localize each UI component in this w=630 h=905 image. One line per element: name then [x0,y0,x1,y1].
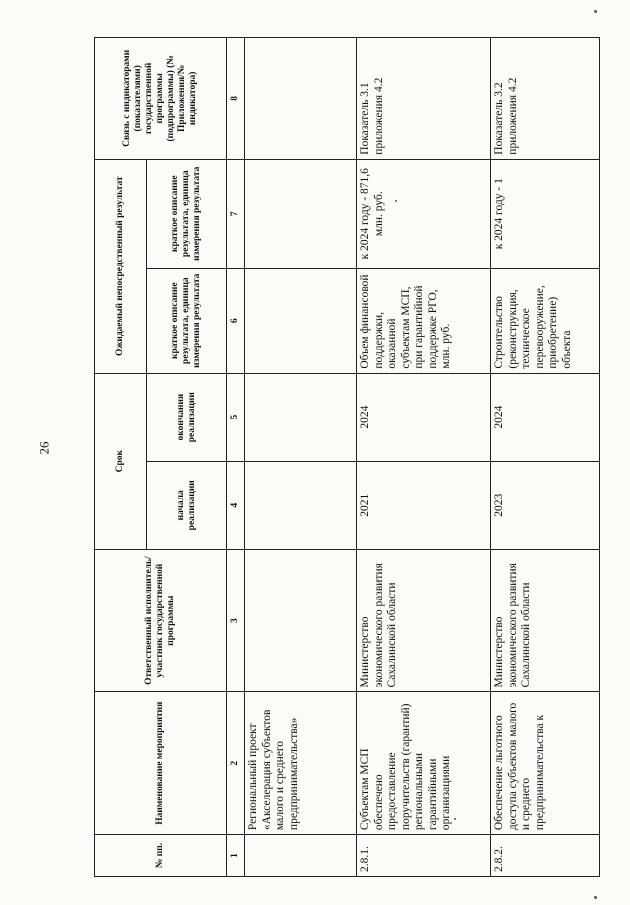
column-index-4: 4 [227,461,245,549]
section-num [245,835,357,877]
column-index-8: 8 [227,38,245,160]
header-result-b: краткое описание результата, единица измерения результата [147,159,227,268]
rotated-table-area [94,37,599,877]
header-result: Ожидаемый непосредственный результат [95,159,147,373]
scan-speck [395,200,397,202]
column-index-row [227,38,245,877]
scan-speck [594,10,597,13]
empty-cell [245,268,357,373]
header-term: Срок [95,373,147,549]
scan-speck [594,896,597,899]
row-name: Субъектам МСП обеспечено предоставление поручительств (гарантий) региональными гарантийными организациями [357,692,491,835]
section-row [245,38,357,877]
column-index-7: 7 [227,159,245,268]
table-row [491,38,600,877]
column-index-3: 3 [227,549,245,692]
empty-cell [245,373,357,461]
row-num: 2.8.1. [357,835,491,877]
column-index-6: 6 [227,268,245,373]
column-index-1: 1 [227,835,245,877]
row-start: 2021 [357,461,491,549]
row-result-b: к 2024 году - 1 [491,159,600,268]
scan-speck [454,818,456,820]
empty-cell [245,38,357,160]
table-content [94,37,599,877]
column-index-5: 5 [227,373,245,461]
row-end: 2024 [357,373,491,461]
header-link: Связь с индикаторами (показателями) государственной программы (подпрограммы) (№ Приложения/№ индикатора) [95,38,227,160]
empty-cell [245,159,357,268]
header-name: Наименование мероприятия [95,692,227,835]
row-executor: Министерство экономического развития Сахалинской области [491,549,600,692]
row-result-a: Объем финансовой поддержки, оказанной субъектам МСП, при гарантийной поддержке РГО, млн. руб. [357,268,491,373]
header-term-end: окончания реализации [147,373,227,461]
header-result-a: краткое описание результата, единица измерения результата [147,268,227,373]
table-row [357,38,491,877]
row-start: 2023 [491,461,600,549]
row-num: 2.8.2. [491,835,600,877]
header-row-1 [95,38,147,877]
empty-cell [245,549,357,692]
header-executor: Ответственный исполнитель/участник государственной программы [95,549,227,692]
program-table [94,37,600,877]
row-link: Показатель 3.1 приложения 4.2 [357,38,491,160]
header-num: № пп. [95,835,227,877]
row-result-b: к 2024 году - 871,6 млн. руб. [357,159,491,268]
row-name: Обеспечение льготного доступа субъектов малого и среднего предпринимательства к [491,692,600,835]
row-end: 2024 [491,373,600,461]
page-number: 26 [36,441,52,455]
column-index-2: 2 [227,692,245,835]
row-executor: Министерство экономического развития Сахалинской области [357,549,491,692]
row-result-a: Строительство (реконструкция, техническое перевооружение, приобретение) объекта [491,268,600,373]
section-name: Региональный проект «Акселерация субъектов малого и среднего предпринимательства» [245,692,357,835]
row-link: Показатель 3.2 приложения 4.2 [491,38,600,160]
header-term-start: начала реализации [147,461,227,549]
empty-cell [245,461,357,549]
